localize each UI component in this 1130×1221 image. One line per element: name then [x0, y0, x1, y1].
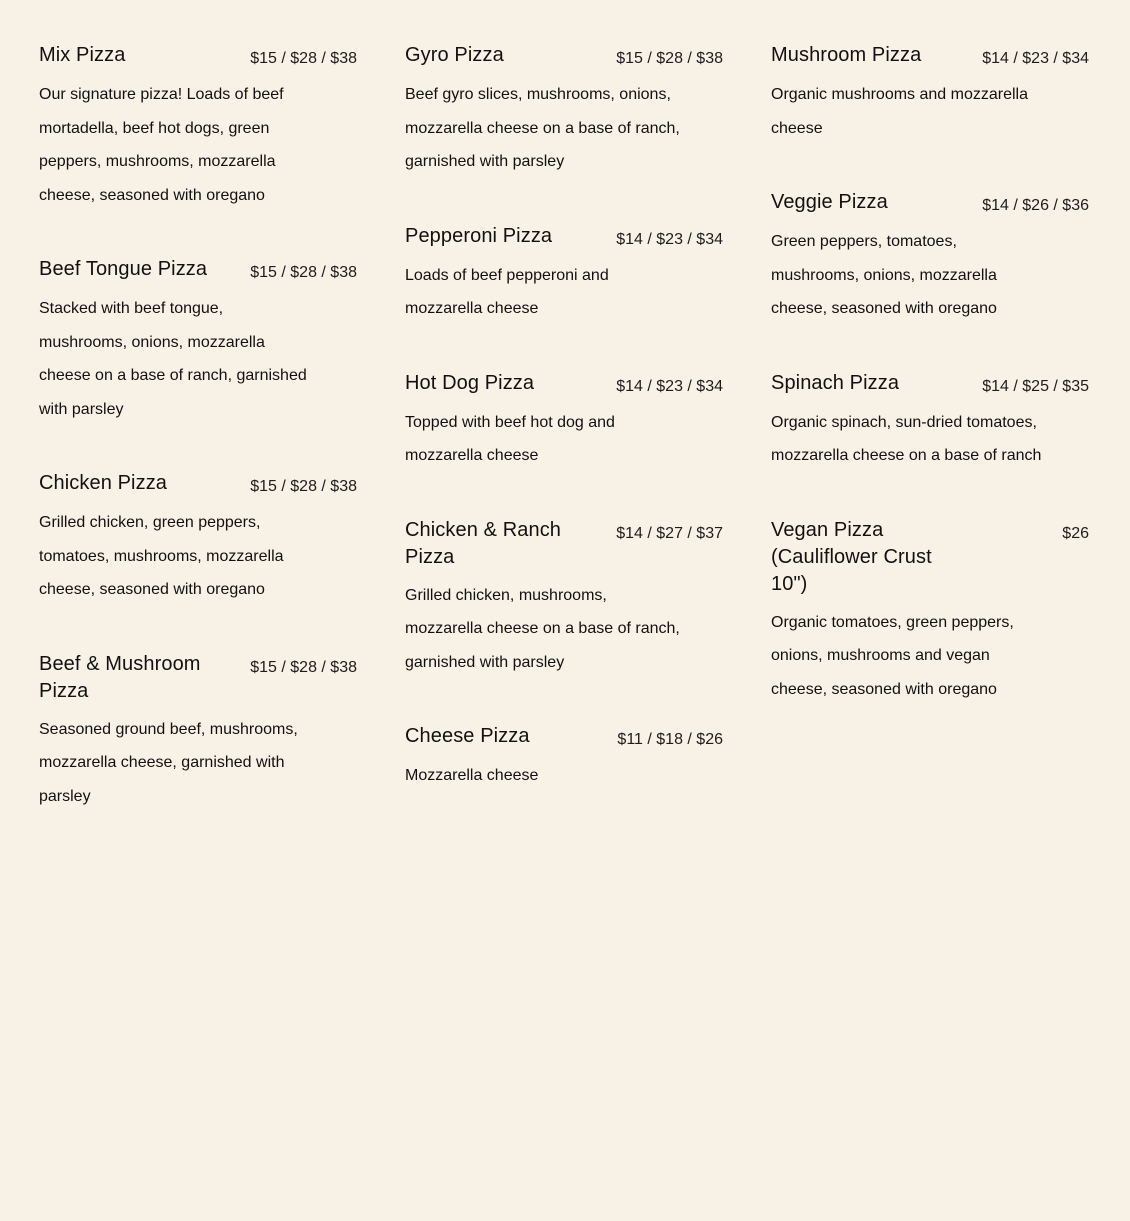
menu-item-price: $15 / $28 / $38 [250, 658, 357, 676]
menu-item-beef-tongue-pizza [39, 256, 357, 426]
menu-item-header [39, 651, 357, 705]
menu-item-header [39, 470, 357, 498]
menu-item-mushroom-pizza [771, 42, 1089, 145]
menu-item-description: Green peppers, tomatoes, mushrooms, onions, mozzarella cheese, seasoned with oregano [771, 233, 997, 317]
menu-item-beef-mushroom-pizza [39, 651, 357, 814]
menu-item-gyro-pizza [405, 42, 723, 179]
menu-item-chicken-ranch-pizza [405, 517, 723, 680]
menu-item-header [771, 42, 1089, 70]
menu-item-description: Organic spinach, sun-dried tomatoes, mozzarella cheese on a base of ranch [771, 413, 1042, 464]
menu-item-cheese-pizza [405, 723, 723, 793]
menu-item-price: $11 / $18 / $26 [617, 731, 723, 748]
menu-item-price: $14 / $26 / $36 [982, 197, 1089, 214]
menu-item-description: Our signature pizza! Loads of beef mortadella, beef hot dogs, green peppers, mushrooms, mozzarella cheese, seasoned with oregano [39, 86, 284, 204]
menu-item-description: Grilled chicken, mushrooms, mozzarella cheese on a base of ranch, garnished with parsley [405, 586, 680, 671]
menu-item-name: Chicken & Ranch Pizza [405, 518, 562, 568]
menu-item-name: Chicken Pizza [39, 472, 168, 494]
menu-column-3 [771, 42, 1089, 1221]
menu-item-header [405, 723, 723, 751]
menu-item-description: Beef gyro slices, mushrooms, onions, mozzarella cheese on a base of ranch, garnished with parsley [405, 86, 680, 170]
menu-item-header [771, 189, 1089, 217]
menu-item-price: $14 / $23 / $34 [616, 230, 723, 248]
menu-item-price: $14 / $25 / $35 [982, 377, 1089, 395]
menu-item-name: Veggie Pizza [771, 191, 888, 213]
menu-item-chicken-pizza [39, 470, 357, 607]
menu-item-name: Hot Dog Pizza [405, 371, 535, 394]
menu-item-header [405, 517, 723, 571]
menu-item-price: $15 / $28 / $38 [250, 50, 357, 67]
menu-item-header [771, 370, 1089, 398]
menu-item-price: $14 / $27 / $37 [616, 524, 723, 542]
menu-column-2 [405, 42, 723, 1221]
menu-item-hot-dog-pizza [405, 370, 723, 473]
menu-item-veggie-pizza [771, 189, 1089, 326]
menu-item-name: Beef & Mushroom Pizza [39, 652, 201, 702]
menu-item-price: $14 / $23 / $34 [982, 50, 1089, 67]
menu-item-vegan-pizza [771, 517, 1089, 707]
menu-item-description: Grilled chicken, green peppers, tomatoes, mushrooms, mozzarella cheese, seasoned with oregano [39, 514, 284, 598]
menu-item-name: Vegan Pizza (Cauliflower Crust 10") [771, 518, 932, 595]
menu-item-name: Gyro Pizza [405, 44, 504, 66]
menu-item-name: Cheese Pizza [405, 725, 530, 747]
menu-item-name: Spinach Pizza [771, 371, 900, 394]
menu-item-description: Stacked with beef tongue, mushrooms, onions, mozzarella cheese on a base of ranch, garnished with parsley [39, 300, 307, 418]
menu-item-price: $14 / $23 / $34 [616, 377, 723, 395]
menu-item-pepperoni-pizza [405, 223, 723, 326]
menu-item-header [405, 42, 723, 70]
menu-item-price: $15 / $28 / $38 [250, 264, 357, 281]
menu-item-name: Mix Pizza [39, 44, 126, 66]
menu-item-header [39, 256, 357, 284]
menu-item-header [405, 370, 723, 398]
menu-item-header [771, 517, 1089, 598]
menu-item-description: Organic tomatoes, green peppers, onions, mushrooms and vegan cheese, seasoned with oregano [771, 613, 1014, 698]
menu-item-description: Seasoned ground beef, mushrooms, mozzarella cheese, garnished with parsley [39, 720, 298, 805]
menu-item-description: Mozzarella cheese [405, 767, 539, 784]
menu-item-name: Beef Tongue Pizza [39, 258, 208, 280]
menu-item-spinach-pizza [771, 370, 1089, 473]
menu-column-1 [39, 42, 357, 1221]
menu-item-header [405, 223, 723, 251]
menu-item-name: Pepperoni Pizza [405, 224, 553, 247]
menu-item-mix-pizza [39, 42, 357, 212]
menu-item-description: Loads of beef pepperoni and mozzarella cheese [405, 266, 609, 317]
menu-item-name: Mushroom Pizza [771, 44, 922, 66]
menu-item-price: $15 / $28 / $38 [616, 50, 723, 67]
menu-item-header [39, 42, 357, 70]
menu-item-price: $26 [1062, 524, 1089, 542]
menu-item-description: Organic mushrooms and mozzarella cheese [771, 86, 1028, 137]
menu-item-description: Topped with beef hot dog and mozzarella cheese [405, 413, 615, 464]
menu-item-price: $15 / $28 / $38 [250, 478, 357, 495]
